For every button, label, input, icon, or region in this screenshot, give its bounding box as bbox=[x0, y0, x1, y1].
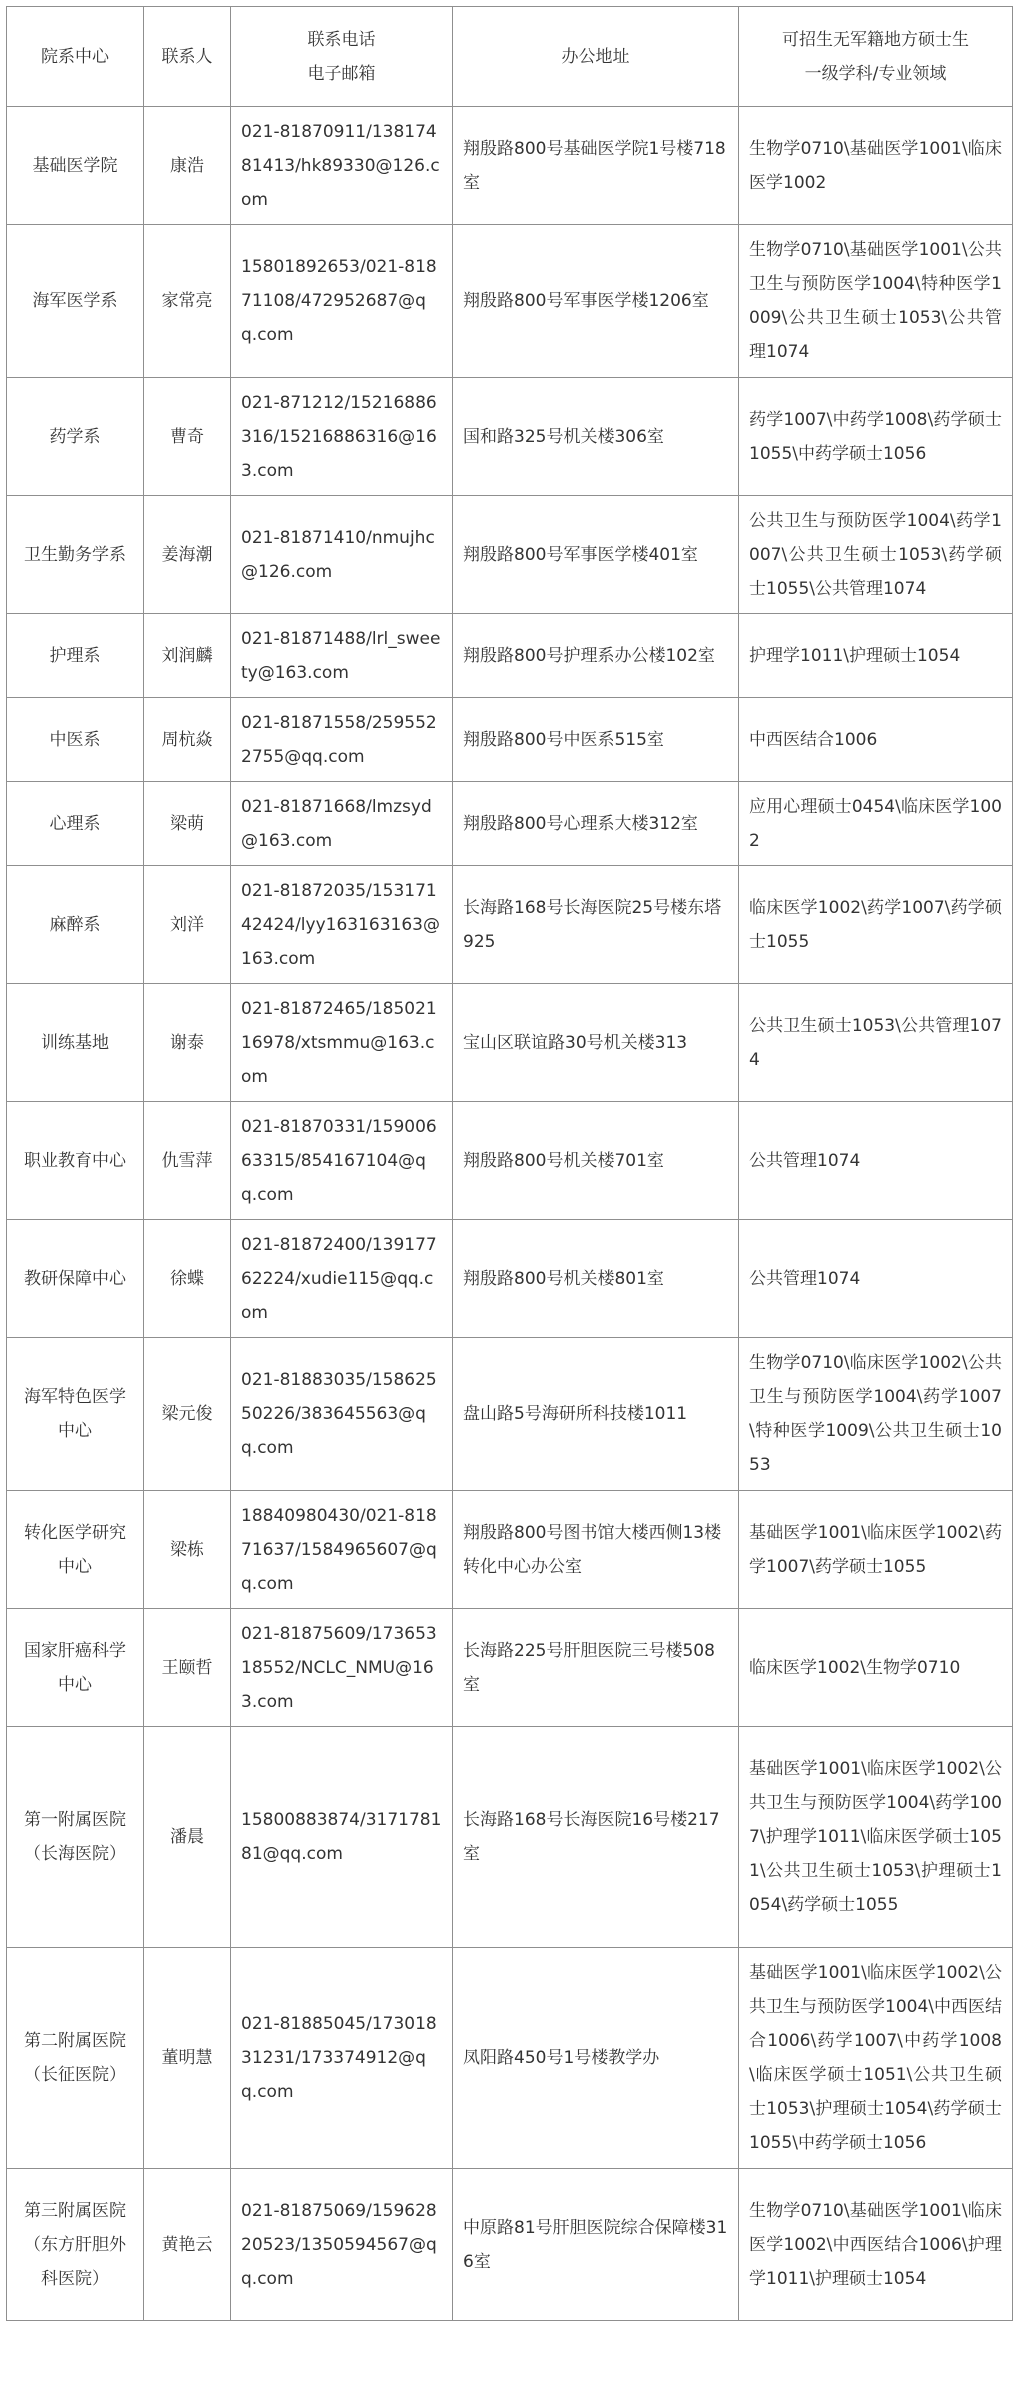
major-fields-cell: 基础医学1001\临床医学1002\公共卫生与预防医学1004\中西医结合1006\药学1007\中药学1008\临床医学硕士1051\公共卫生硕士1053\护理硕士1054\药学硕士1055\中药学硕士1056 bbox=[739, 1948, 1013, 2169]
header-tel: 联系电话 bbox=[307, 29, 376, 50]
phone-email-cell: 021-81872465/18502116978/xtsmmu@163.com bbox=[231, 984, 453, 1102]
contact-person-cell: 潘晨 bbox=[144, 1727, 231, 1948]
header-unit: 院系中心 bbox=[7, 7, 144, 107]
major-fields-cell: 药学1007\中药学1008\药学硕士1055\中药学硕士1056 bbox=[739, 378, 1013, 496]
phone-email-cell: 15801892653/021-81871108/472952687@qq.com bbox=[231, 225, 453, 378]
unit-name-line: 第一附属医院 bbox=[24, 1810, 126, 1830]
unit-name-line: 中心 bbox=[58, 1556, 92, 1577]
header-row bbox=[7, 7, 1013, 107]
header-email: 电子邮箱 bbox=[307, 63, 376, 84]
unit-name-line: 海军特色医学 bbox=[24, 1387, 126, 1407]
major-fields-cell: 生物学0710\基础医学1001\临床医学1002 bbox=[739, 107, 1013, 225]
unit-name-line: 中心 bbox=[58, 1674, 92, 1695]
table-row bbox=[7, 1220, 1013, 1338]
phone-email-cell: 021-81871488/lrl_sweety@163.com bbox=[231, 614, 453, 698]
table-row bbox=[7, 698, 1013, 782]
unit-cell bbox=[7, 225, 144, 378]
unit-name-line: 基础医学院 bbox=[32, 155, 118, 176]
table-row bbox=[7, 1727, 1013, 1948]
office-address-cell: 长海路225号肝胆医院三号楼508室 bbox=[453, 1609, 739, 1727]
unit-name-line: （长征医院） bbox=[24, 2065, 126, 2085]
phone-email-cell: 021-871212/15216886316/15216886316@163.com bbox=[231, 378, 453, 496]
header-contact: 联系人 bbox=[144, 7, 231, 107]
office-address-cell: 翔殷路800号机关楼701室 bbox=[453, 1102, 739, 1220]
contact-person-cell: 王颐哲 bbox=[144, 1609, 231, 1727]
unit-cell bbox=[7, 1609, 144, 1727]
table-body bbox=[7, 107, 1013, 2321]
unit-cell bbox=[7, 984, 144, 1102]
office-address-cell: 长海路168号长海医院25号楼东塔925 bbox=[453, 866, 739, 984]
major-fields-cell: 护理学1011\护理硕士1054 bbox=[739, 614, 1013, 698]
contact-person-cell: 周杭焱 bbox=[144, 698, 231, 782]
unit-name-line: 第二附属医院 bbox=[24, 2031, 126, 2051]
office-address-cell: 翔殷路800号基础医学院1号楼718室 bbox=[453, 107, 739, 225]
phone-email-cell: 021-81870331/15900663315/854167104@qq.com bbox=[231, 1102, 453, 1220]
phone-email-cell: 021-81875069/15962820523/1350594567@qq.com bbox=[231, 2169, 453, 2321]
phone-email-cell: 021-81883035/15862550226/383645563@qq.com bbox=[231, 1338, 453, 1491]
office-address-cell: 翔殷路800号护理系办公楼102室 bbox=[453, 614, 739, 698]
contact-person-cell: 刘润麟 bbox=[144, 614, 231, 698]
unit-name-line: 国家肝癌科学 bbox=[24, 1640, 126, 1661]
major-fields-cell: 临床医学1002\药学1007\药学硕士1055 bbox=[739, 866, 1013, 984]
office-address-cell: 翔殷路800号机关楼801室 bbox=[453, 1220, 739, 1338]
office-address-cell: 翔殷路800号图书馆大楼西侧13楼转化中心办公室 bbox=[453, 1491, 739, 1609]
phone-email-cell: 021-81872035/15317142424/lyy163163163@163.com bbox=[231, 866, 453, 984]
office-address-cell: 宝山区联谊路30号机关楼313 bbox=[453, 984, 739, 1102]
unit-name-line: （东方肝胆外 bbox=[24, 2234, 126, 2255]
contact-person-cell: 曹奇 bbox=[144, 378, 231, 496]
table-row bbox=[7, 107, 1013, 225]
phone-email-cell: 021-81870911/13817481413/hk89330@126.com bbox=[231, 107, 453, 225]
contact-person-cell: 徐蝶 bbox=[144, 1220, 231, 1338]
table-row bbox=[7, 496, 1013, 614]
unit-cell bbox=[7, 1491, 144, 1609]
contact-person-cell: 康浩 bbox=[144, 107, 231, 225]
unit-name-line: （长海医院） bbox=[24, 1844, 126, 1864]
unit-cell bbox=[7, 614, 144, 698]
phone-email-cell: 021-81872400/13917762224/xudie115@qq.com bbox=[231, 1220, 453, 1338]
office-address-cell: 凤阳路450号1号楼教学办 bbox=[453, 1948, 739, 2169]
unit-name-line: 科医院） bbox=[41, 2268, 109, 2289]
office-address-cell: 长海路168号长海医院16号楼217室 bbox=[453, 1727, 739, 1948]
unit-name-line: 训练基地 bbox=[41, 1032, 109, 1053]
unit-name-line: 中医系 bbox=[49, 729, 101, 750]
contact-person-cell: 梁元俊 bbox=[144, 1338, 231, 1491]
contact-person-cell: 董明慧 bbox=[144, 1948, 231, 2169]
unit-cell bbox=[7, 1948, 144, 2169]
unit-cell bbox=[7, 1727, 144, 1948]
unit-name-line: 教研保障中心 bbox=[24, 1268, 126, 1289]
phone-email-cell: 021-81871410/nmujhc@126.com bbox=[231, 496, 453, 614]
unit-cell bbox=[7, 782, 144, 866]
unit-name-line: 药学系 bbox=[49, 426, 101, 447]
phone-email-cell: 021-81875609/17365318552/NCLC_NMU@163.com bbox=[231, 1609, 453, 1727]
major-fields-cell: 生物学0710\基础医学1001\公共卫生与预防医学1004\特种医学1009\公共卫生硕士1053\公共管理1074 bbox=[739, 225, 1013, 378]
table-row bbox=[7, 984, 1013, 1102]
office-address-cell: 中原路81号肝胆医院综合保障楼316室 bbox=[453, 2169, 739, 2321]
contacts-table bbox=[6, 6, 1013, 2321]
table-row bbox=[7, 1491, 1013, 1609]
major-fields-cell: 基础医学1001\临床医学1002\公共卫生与预防医学1004\药学1007\护理学1011\临床医学硕士1051\公共卫生硕士1053\护理硕士1054\药学硕士1055 bbox=[739, 1727, 1013, 1948]
major-fields-cell: 基础医学1001\临床医学1002\药学1007\药学硕士1055 bbox=[739, 1491, 1013, 1609]
contact-person-cell: 仇雪萍 bbox=[144, 1102, 231, 1220]
contact-person-cell: 梁萌 bbox=[144, 782, 231, 866]
office-address-cell: 盘山路5号海研所科技楼1011 bbox=[453, 1338, 739, 1491]
table-row bbox=[7, 1948, 1013, 2169]
unit-cell bbox=[7, 496, 144, 614]
contact-person-cell: 黄艳云 bbox=[144, 2169, 231, 2321]
major-fields-cell: 生物学0710\临床医学1002\公共卫生与预防医学1004\药学1007\特种医学1009\公共卫生硕士1053 bbox=[739, 1338, 1013, 1491]
major-fields-cell: 公共卫生与预防医学1004\药学1007\公共卫生硕士1053\药学硕士1055\公共管理1074 bbox=[739, 496, 1013, 614]
contact-person-cell: 梁栋 bbox=[144, 1491, 231, 1609]
unit-cell bbox=[7, 378, 144, 496]
table-row bbox=[7, 378, 1013, 496]
major-fields-cell: 中西医结合1006 bbox=[739, 698, 1013, 782]
table-row bbox=[7, 1609, 1013, 1727]
major-fields-cell: 临床医学1002\生物学0710 bbox=[739, 1609, 1013, 1727]
contact-person-cell: 谢泰 bbox=[144, 984, 231, 1102]
office-address-cell: 翔殷路800号中医系515室 bbox=[453, 698, 739, 782]
unit-cell bbox=[7, 866, 144, 984]
unit-name-line: 麻醉系 bbox=[49, 914, 101, 935]
unit-cell bbox=[7, 1338, 144, 1491]
major-fields-cell: 公共卫生硕士1053\公共管理1074 bbox=[739, 984, 1013, 1102]
unit-cell bbox=[7, 1220, 144, 1338]
phone-email-cell: 18840980430/021-81871637/1584965607@qq.com bbox=[231, 1491, 453, 1609]
unit-name-line: 护理系 bbox=[49, 645, 101, 666]
major-fields-cell: 生物学0710\基础医学1001\临床医学1002\中西医结合1006\护理学1011\护理硕士1054 bbox=[739, 2169, 1013, 2321]
unit-name-line: 转化医学研究 bbox=[24, 1522, 126, 1543]
unit-name-line: 心理系 bbox=[49, 813, 101, 834]
unit-name-line: 第三附属医院 bbox=[24, 2200, 126, 2221]
major-fields-cell: 公共管理1074 bbox=[739, 1220, 1013, 1338]
table-row bbox=[7, 2169, 1013, 2321]
phone-email-cell: 021-81885045/17301831231/173374912@qq.com bbox=[231, 1948, 453, 2169]
unit-name-line: 卫生勤务学系 bbox=[24, 544, 126, 565]
phone-email-cell: 021-81871668/lmzsyd@163.com bbox=[231, 782, 453, 866]
major-fields-cell: 公共管理1074 bbox=[739, 1102, 1013, 1220]
contact-person-cell: 家常亮 bbox=[144, 225, 231, 378]
office-address-cell: 翔殷路800号军事医学楼401室 bbox=[453, 496, 739, 614]
table-row bbox=[7, 782, 1013, 866]
major-fields-cell: 应用心理硕士0454\临床医学1002 bbox=[739, 782, 1013, 866]
table-row bbox=[7, 1102, 1013, 1220]
header-major-title: 可招生无军籍地方硕士生 bbox=[782, 29, 969, 50]
phone-email-cell: 021-81871558/2595522755@qq.com bbox=[231, 698, 453, 782]
header-address: 办公地址 bbox=[453, 7, 739, 107]
table-row bbox=[7, 614, 1013, 698]
header-tel-email bbox=[231, 7, 453, 107]
unit-name-line: 职业教育中心 bbox=[24, 1150, 126, 1171]
table-row bbox=[7, 1338, 1013, 1491]
office-address-cell: 国和路325号机关楼306室 bbox=[453, 378, 739, 496]
unit-name-line: 中心 bbox=[58, 1421, 92, 1441]
unit-cell bbox=[7, 2169, 144, 2321]
office-address-cell: 翔殷路800号军事医学楼1206室 bbox=[453, 225, 739, 378]
contact-person-cell: 刘洋 bbox=[144, 866, 231, 984]
unit-name-line: 海军医学系 bbox=[32, 291, 118, 311]
office-address-cell: 翔殷路800号心理系大楼312室 bbox=[453, 782, 739, 866]
table-row bbox=[7, 225, 1013, 378]
contact-person-cell: 姜海潮 bbox=[144, 496, 231, 614]
table-row bbox=[7, 866, 1013, 984]
unit-cell bbox=[7, 1102, 144, 1220]
header-major-subtitle: 一级学科/专业领域 bbox=[804, 63, 947, 84]
header-major bbox=[739, 7, 1013, 107]
phone-email-cell: 15800883874/317178181@qq.com bbox=[231, 1727, 453, 1948]
unit-cell bbox=[7, 107, 144, 225]
unit-cell bbox=[7, 698, 144, 782]
